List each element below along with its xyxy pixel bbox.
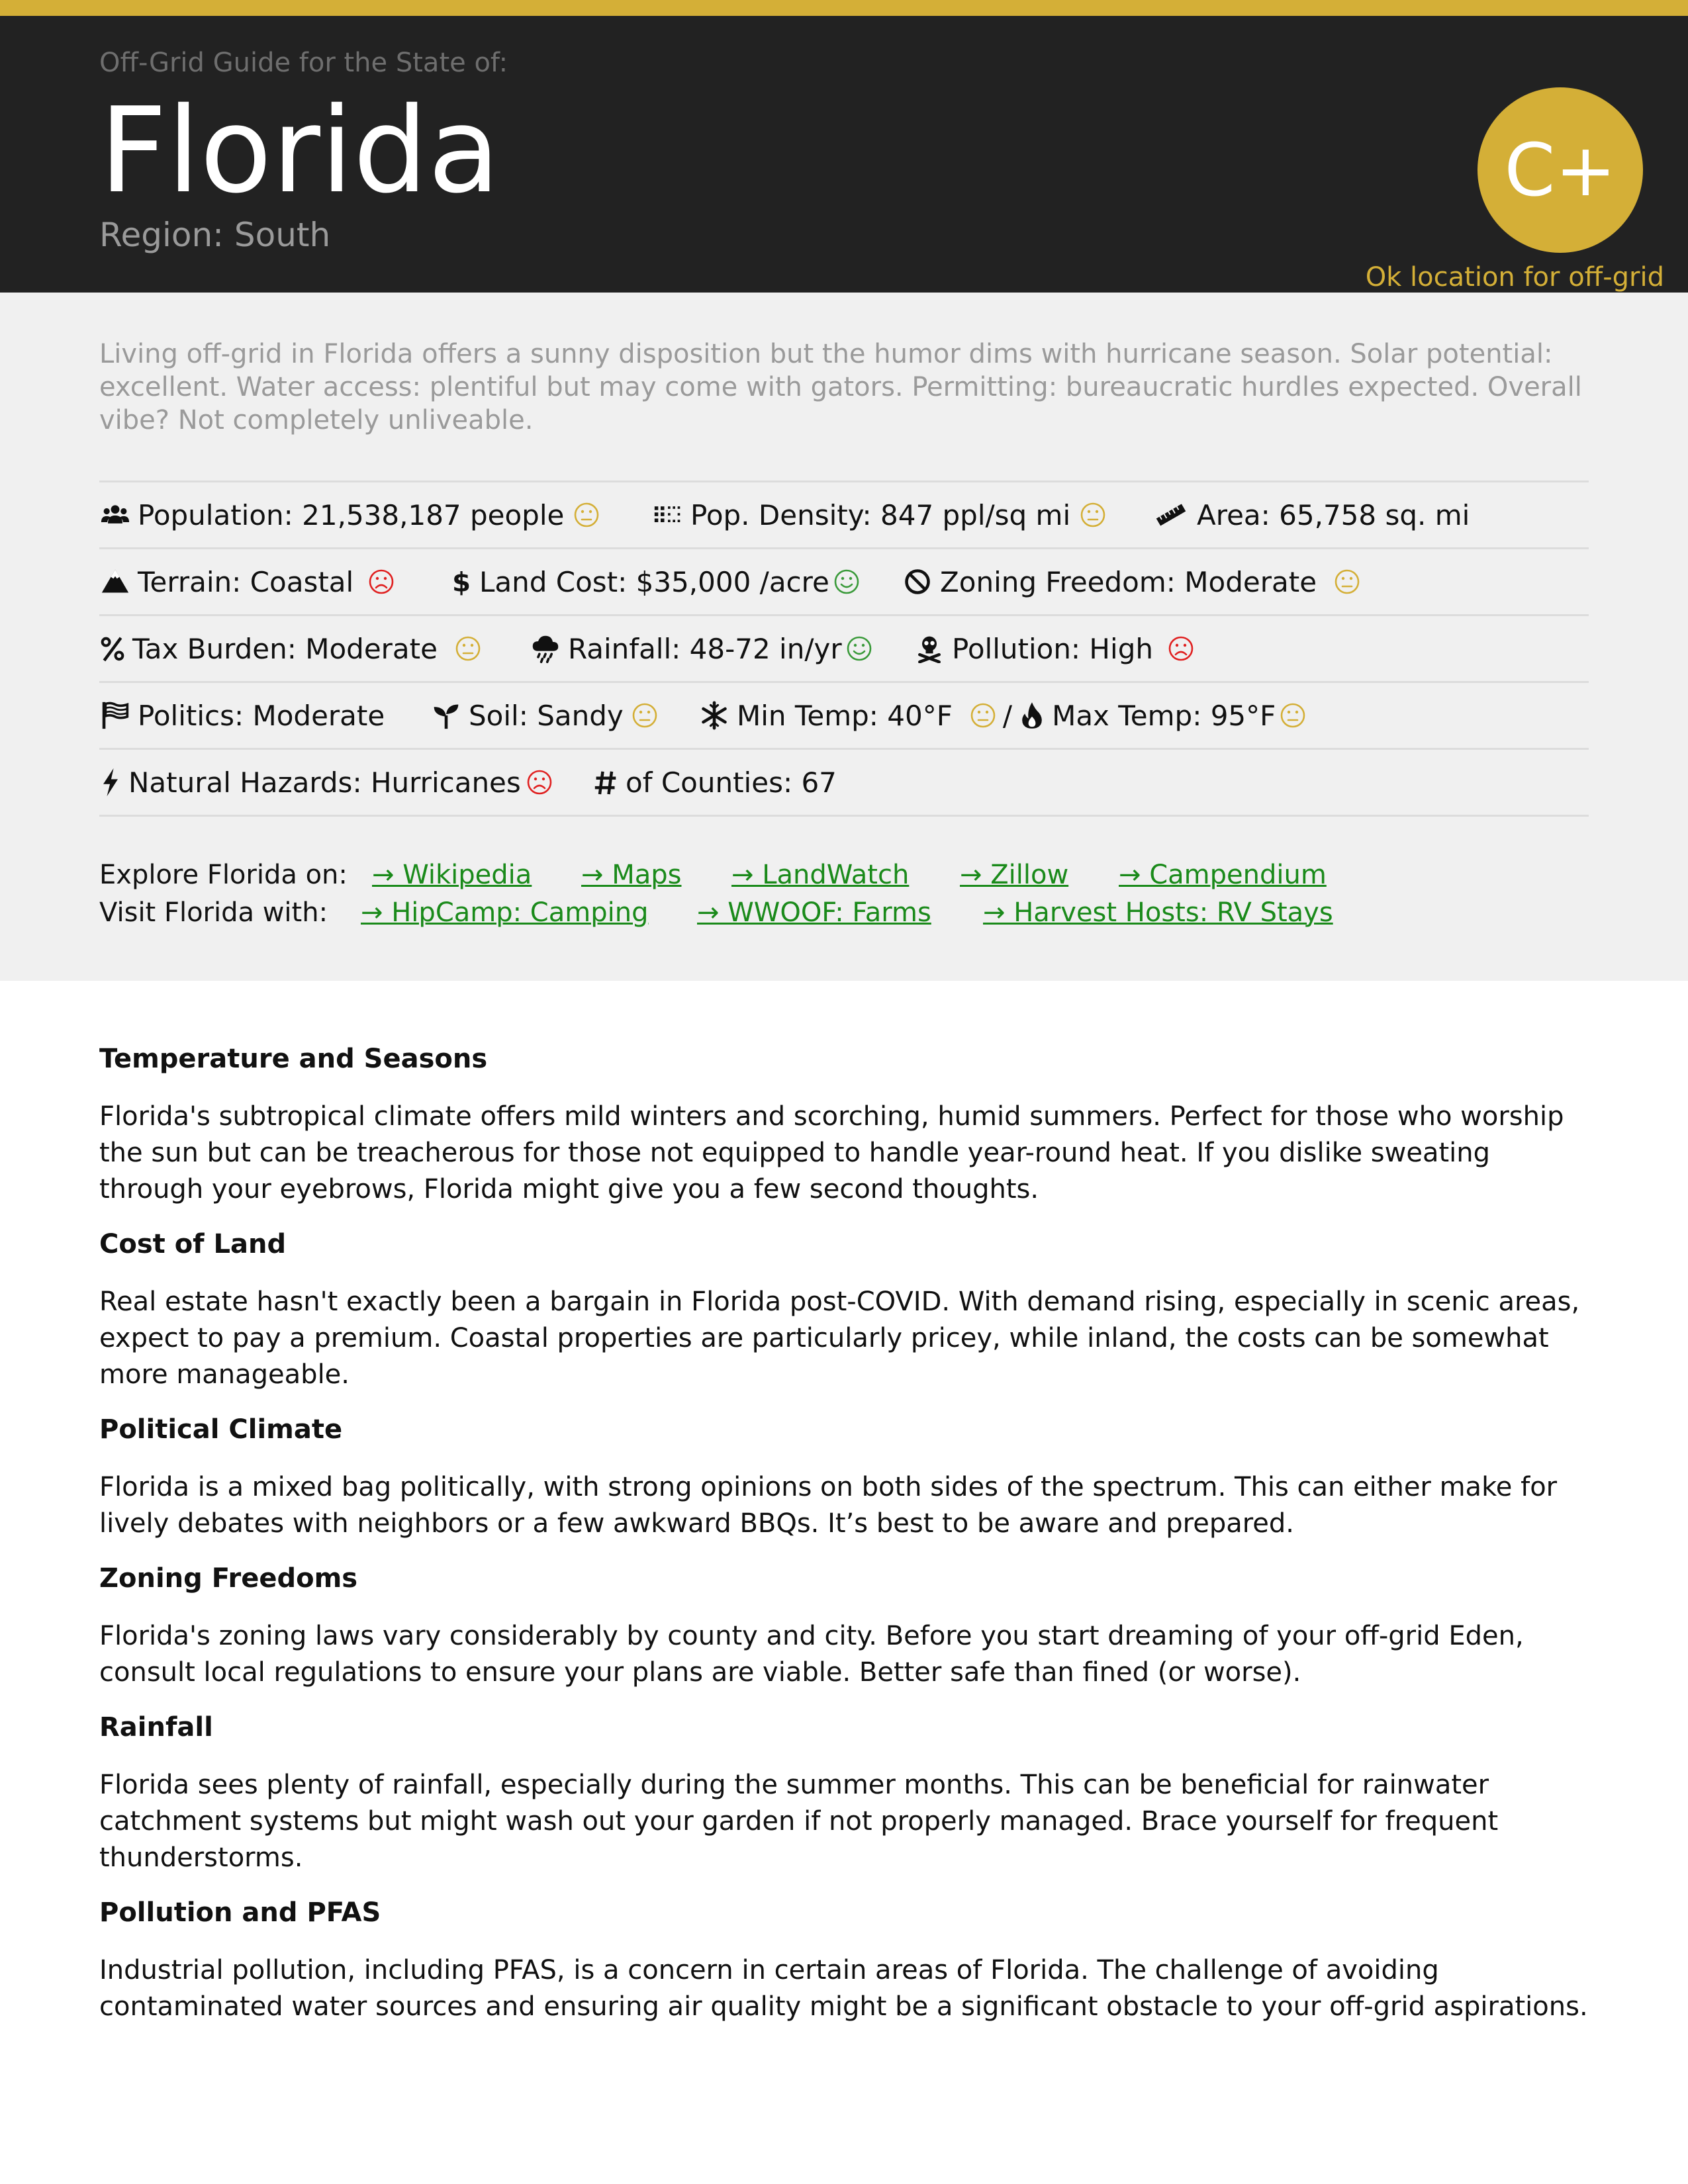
stat-pollution [914, 616, 1194, 681]
neutral-face-icon [632, 702, 658, 729]
stat-density [652, 482, 1106, 547]
stat-tax [99, 616, 481, 681]
smile-face-icon [846, 635, 872, 662]
article-body [99, 1042, 1595, 2045]
summary-section [0, 293, 1688, 981]
section-heading: Rainfall [99, 1712, 213, 1743]
fire-icon [1019, 700, 1045, 731]
accent-bar [0, 0, 1688, 16]
neutral-face-icon [970, 702, 996, 729]
stat-counties [592, 750, 837, 815]
ban-icon [902, 566, 933, 598]
stats-table [99, 480, 1589, 817]
section-heading: Temperature and Seasons [99, 1044, 488, 1074]
section-text: Industrial pollution, including PFAS, is a concern in certain areas of Florida. The challenge of avoiding contaminated water sources and ensuring air quality might be a significant obstacle to your off-grid aspirations. [99, 1955, 1588, 2022]
link-zillow[interactable]: → Zillow [960, 860, 1069, 890]
ruler-icon [1152, 499, 1190, 531]
stat-label: Land Cost: $35,000 /acre [479, 565, 829, 598]
neutral-face-icon [573, 502, 600, 528]
mountain-icon [99, 566, 131, 598]
stat-label: Natural Hazards: Hurricanes [128, 766, 521, 799]
visit-links [99, 897, 1333, 928]
sad-face-icon [368, 569, 395, 595]
section-heading: Pollution and PFAS [99, 1897, 381, 1928]
section-heading: Zoning Freedoms [99, 1563, 358, 1594]
grade-badge: C+ [1477, 87, 1643, 253]
stat-terrain [99, 549, 395, 614]
stat-label: Zoning Freedom: Moderate [940, 565, 1317, 598]
skull-crossbones-icon [914, 633, 945, 664]
stat-label: Soil: Sandy [469, 699, 624, 732]
stat-label: Politics: Moderate [138, 699, 385, 732]
stat-label: Pop. Density: 847 ppl/sq mi [690, 498, 1071, 531]
section-text: Florida's subtropical climate offers mild winters and scorching, humid summers. Perfect for those who worship the sun but can be treacherous for those not equipped to handle year-round heat. If you dislike sweating through your eyebrows, Florida might give you a few second thoughts. [99, 1101, 1564, 1205]
state-title: Florida [99, 82, 500, 219]
neutral-face-icon [1280, 702, 1306, 729]
smile-face-icon [833, 569, 860, 595]
hashtag-icon [592, 766, 619, 798]
stat-land-cost [450, 549, 860, 614]
neutral-face-icon [455, 635, 481, 662]
stat-hazards [99, 750, 553, 815]
stat-zoning [902, 549, 1360, 614]
link-hipcamp[interactable]: → HipCamp: Camping [361, 897, 649, 928]
stats-row [99, 681, 1589, 748]
section-text: Real estate hasn't exactly been a bargain in Florida post-COVID. With demand rising, especially in scenic areas, expect to pay a premium. Coastal properties are particularly pricey, while inland, the costs can be somewhat more manageable. [99, 1287, 1580, 1390]
link-harvest-hosts[interactable]: → Harvest Hosts: RV Stays [983, 897, 1333, 928]
stat-label: Terrain: Coastal [138, 565, 354, 598]
summary-text: Living off-grid in Florida offers a sunny disposition but the humor dims with hurricane season. Solar potential: excellent. Water access: plentiful but may come with gators. Permitting: bureaucratic hurdles expected. Overall vibe? Not completely unliveable. [99, 339, 1582, 435]
stat-population [99, 482, 600, 547]
stat-label: Tax Burden: Moderate [132, 632, 438, 665]
stat-soil [430, 683, 658, 748]
stat-temperature [698, 683, 1306, 748]
stat-label: Population: 21,538,187 people [138, 498, 565, 531]
dots-grid-icon [652, 499, 684, 531]
explore-links [99, 860, 1327, 890]
explore-label: Explore Florida on: [99, 860, 348, 890]
stats-row [99, 748, 1589, 817]
section-text: Florida is a mixed bag politically, with strong opinions on both sides of the spectrum. This can either make for lively debates with neighbors or a few awkward BBQs. It’s best to be aware and prepared. [99, 1472, 1558, 1539]
section-text: Florida sees plenty of rainfall, especially during the summer months. This can be beneficial for rainwater catchment systems but might wash out your garden if not properly managed. Brace yourself for frequent thunderstorms. [99, 1770, 1499, 1873]
cloud-rain-icon [530, 633, 561, 664]
temperature-separator: / [1002, 699, 1013, 732]
users-icon [99, 499, 131, 531]
link-wwoof[interactable]: → WWOOF: Farms [697, 897, 931, 928]
stat-politics [99, 683, 385, 748]
stat-rainfall [530, 616, 872, 681]
stat-label: Area: 65,758 sq. mi [1197, 498, 1470, 531]
sad-face-icon [526, 769, 553, 796]
region-label: Region: South [99, 216, 331, 254]
percent-icon [99, 633, 126, 664]
section-text: Florida's zoning laws vary considerably by county and city. Before you start dreaming of your off-grid Eden, consult local regulations to ensure your plans are viable. Better safe than fined (or worse). [99, 1621, 1524, 1688]
stat-label: Min Temp: 40°F [737, 699, 953, 732]
flag-icon [99, 700, 131, 731]
stat-label: Rainfall: 48-72 in/yr [568, 632, 842, 665]
seedling-icon [430, 700, 462, 731]
stat-label: Max Temp: 95°F [1052, 699, 1276, 732]
stat-label: of Counties: 67 [626, 766, 837, 799]
sad-face-icon [1168, 635, 1194, 662]
neutral-face-icon [1334, 569, 1360, 595]
link-maps[interactable]: → Maps [581, 860, 682, 890]
link-landwatch[interactable]: → LandWatch [731, 860, 910, 890]
link-wikipedia[interactable]: → Wikipedia [372, 860, 532, 890]
visit-label: Visit Florida with: [99, 897, 328, 928]
stats-row [99, 614, 1589, 681]
neutral-face-icon [1080, 502, 1106, 528]
bolt-icon [99, 766, 122, 798]
link-campendium[interactable]: → Campendium [1119, 860, 1327, 890]
stat-label: Pollution: High [952, 632, 1153, 665]
page-header [0, 16, 1688, 293]
header-eyebrow: Off-Grid Guide for the State of: [99, 48, 508, 78]
section-heading: Political Climate [99, 1414, 343, 1445]
stats-row [99, 547, 1589, 614]
grade-caption: Ok location for off-grid [1365, 262, 1664, 293]
stat-area [1152, 482, 1470, 547]
stats-row [99, 480, 1589, 547]
dollar-icon [450, 566, 473, 598]
svg-text:$: $ [452, 567, 471, 596]
snowflake-icon [698, 700, 730, 731]
section-heading: Cost of Land [99, 1229, 287, 1259]
